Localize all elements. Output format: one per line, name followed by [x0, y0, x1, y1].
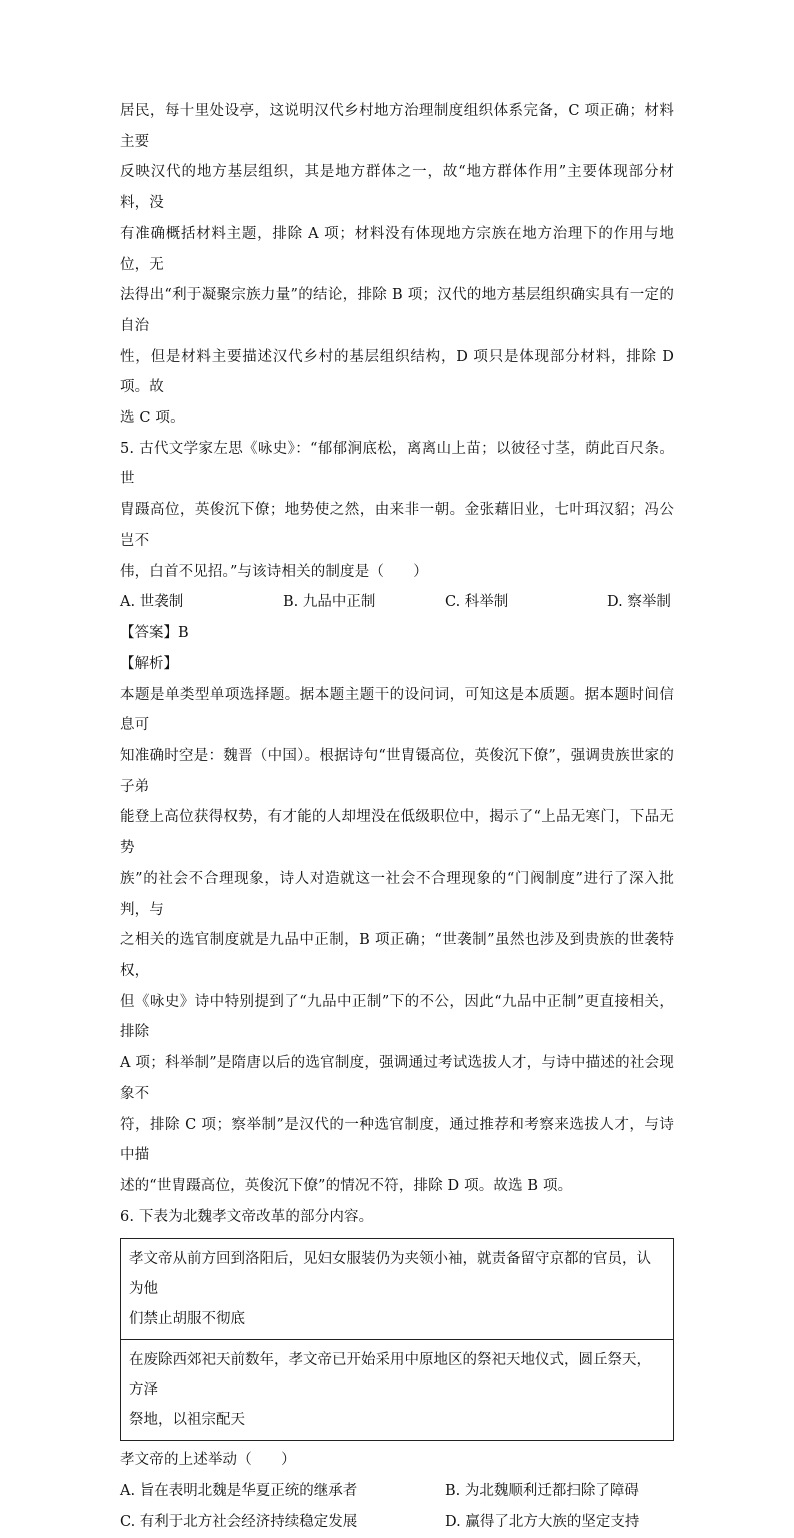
analysis-line: 但《咏史》诗中特别提到了“九品中正制”下的不公，因此“九品中正制”更直接相关，排除 [120, 993, 674, 1041]
table-row [121, 1339, 673, 1440]
option-d: D. 察举制 [607, 594, 671, 611]
analysis-line: 符，排除 C 项；察举制”是汉代的一种选官制度，通过推荐和考察来选拔人才，与诗中描 [120, 1116, 674, 1164]
question-5-options [120, 587, 674, 618]
analysis-line: 本题是单类型单项选择题。据本题主题干的设问词，可知这是本质题。据本题时间信息可 [120, 686, 674, 734]
analysis-line: 有准确概括材料主题，排除 A 项；材料没有体现地方宗族在地方治理下的作用与地位，无 [120, 225, 674, 273]
analysis-line: 居民，每十里处设亭，这说明汉代乡村地方治理制度组织体系完备，C 项正确；材料主要 [120, 103, 674, 150]
option-c: C. 科举制 [445, 594, 509, 611]
question-6 [120, 1202, 674, 1538]
question-stem-line: 5. 古代文学家左思《咏史》：“郁郁涧底松，离离山上苗；以彼径寸茎，荫此百尺条。世 [120, 440, 674, 488]
option-c: C. 有利于北方社会经济持续稳定发展 [120, 1514, 358, 1531]
analysis-line: 反映汉代的地方基层组织，其是地方群体之一，故“地方群体作用”主要体现部分材料，没 [120, 164, 674, 212]
option-a: A. 世袭制 [120, 594, 184, 611]
document-page [120, 96, 674, 1538]
analysis-line: 族”的社会不合理现象，诗人对造就这一社会不合理现象的“门阀制度”进行了深入批判，与 [120, 870, 674, 918]
analysis-line: A 项；科举制”是隋唐以后的选官制度，强调通过考试选拔人才，与诗中描述的社会现象不 [120, 1055, 674, 1102]
table-cell-line: 祭地，以祖宗配天 [129, 1412, 245, 1429]
question-stem-line: 6. 下表为北魏孝文帝改革的部分内容。 [120, 1208, 374, 1225]
analysis-line: 法得出“利于凝聚宗族力量”的结论，排除 B 项；汉代的地方基层组织确实具有一定的自治 [120, 287, 674, 334]
analysis-label: 【解析】 [120, 655, 178, 672]
analysis-line: 性，但是材料主要描述汉代乡村的基层组织结构，D 项只是体现部分材料，排除 D 项。故 [120, 348, 674, 396]
table-cell-line: 在废除西郊祀天前数年，孝文帝已开始采用中原地区的祭祀天地仪式，圆丘祭天，方泽 [129, 1352, 651, 1399]
analysis-line: 述的“世胄蹑高位，英俊沉下僚”的情况不符，排除 D 项。故选 B 项。 [120, 1177, 573, 1194]
option-b: B. 九品中正制 [283, 594, 376, 611]
question-5 [120, 434, 674, 1202]
analysis-line: 选 C 项。 [120, 410, 185, 427]
previous-analysis [120, 96, 674, 434]
table-cell-line: 们禁止胡服不彻底 [129, 1311, 245, 1328]
option-a: A. 旨在表明北魏是华夏正统的继承者 [120, 1483, 358, 1500]
question-6-options-row-2 [120, 1507, 674, 1538]
question-6-options-row-1 [120, 1476, 674, 1507]
answer-label: 【答案】B [120, 625, 189, 642]
option-d: D. 赢得了北方大族的坚定支持 [445, 1514, 640, 1531]
question-line: 孝文帝的上述举动（ ） [120, 1452, 296, 1469]
reform-table [120, 1238, 674, 1441]
table-row [121, 1239, 673, 1339]
table-cell-line: 孝文帝从前方回到洛阳后，见妇女服装仍为夹领小袖，就责备留守京都的官员，认为他 [129, 1251, 651, 1298]
question-stem-line: 伟，白首不见招。”与该诗相关的制度是（ ） [120, 563, 428, 580]
option-b: B. 为北魏顺利迁都扫除了障碍 [445, 1483, 639, 1500]
question-stem-line: 胄蹑高位，英俊沉下僚；地势使之然，由来非一朝。金张藉旧业，七叶珥汉貂；冯公岂不 [120, 502, 674, 549]
analysis-line: 之相关的选官制度就是九品中正制，B 项正确；“世袭制”虽然也涉及到贵族的世袭特权， [120, 932, 674, 979]
analysis-line: 知准确时空是：魏晋（中国）。根据诗句“世胄镊高位，英俊沉下僚”，强调贵族世家的子弟 [120, 748, 674, 795]
analysis-line: 能登上高位获得权势，有才能的人却埋没在低级职位中，揭示了“上品无寒门，下品无势 [120, 809, 674, 857]
